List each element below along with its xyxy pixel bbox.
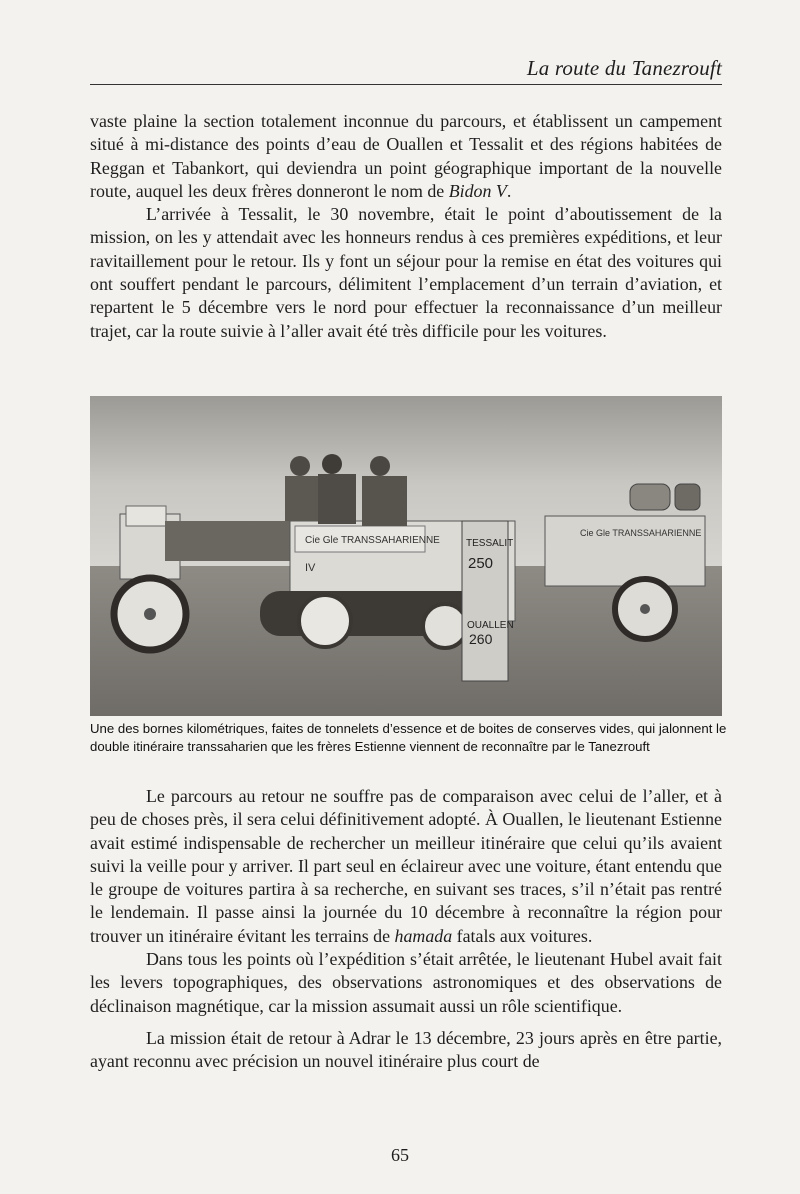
paragraph-3-start: Le parcours au retour ne souffre pas de comparaison avec celui de l’aller, et à peu de choses près, il sera celui définitivement adopté. À Ouallen, le lieutenant Estienne avait estimé indispensable de rechercher un meilleur itinéraire que celui qu’ils avaient suivi la veille pour y arriver. Il part seul en éclaireur avec une voiture, étant entendu que le groupe de voitures partira à sa recherche, en suivant ses traces, s’il n’était pas rentré le lendemain. Il passe ainsi la journée du 10 décembre à reconnaître la région pour trouver un itinéraire évitant les terrains de bbox=[90, 786, 722, 946]
paragraph-4: Dans tous les points où l’expédition s’était arrêtée, le lieutenant Hubel avait fait les levers topographiques, des observations astronomiques et des observations de déclinaison magnétique, car la mission assumait aussi un rôle scientifique. bbox=[90, 949, 722, 1016]
text-block-bottom bbox=[90, 785, 722, 1074]
distance-marker-post bbox=[462, 521, 514, 681]
running-header bbox=[90, 52, 722, 85]
page-number: 65 bbox=[391, 1145, 409, 1165]
paragraph-1-start: vaste plaine la section totalement inconnue du parcours, et établissent un campement situé à mi-distance des points d’eau de Ouallen et Tessalit et des régions habitées de Reggan et Tabankort, qui deviendra un point géographique important de la nouvelle route, auquel les deux frères donneront le nom de bbox=[90, 111, 722, 201]
text-block-top bbox=[90, 110, 722, 343]
place-name-emphasis: Bidon V bbox=[448, 180, 507, 201]
historical-photograph bbox=[90, 396, 722, 716]
marker-top-label: TESSALIT bbox=[466, 538, 514, 549]
marker-bottom-km: 260 bbox=[469, 631, 493, 647]
photo-caption: Une des bornes kilométriques, faites de tonnelets d’essence et de boites de conserves vides, qui jalonnent le double itinéraire transsaharien que les frères Estienne viennent de reconnaître par le Tanezrouft bbox=[90, 721, 727, 754]
paragraph-1-end: . bbox=[506, 180, 512, 201]
paragraph-5: La mission était de retour à Adrar le 13 décembre, 23 jours après en être partie, ayant reconnu avec précision un nouvel itinéraire plus court de bbox=[90, 1027, 722, 1072]
marker-top-km: 250 bbox=[468, 555, 494, 572]
paragraph-2: L’arrivée à Tessalit, le 30 novembre, était le point d’aboutissement de la mission, on les y attendait avec les honneurs rendus à ces premières expéditions, et leur ravitaillement pour le retour. Ils y font un séjour pour la remise en état des voitures qui ont souffert pendant le parcours, délimitent l’emplacement d’un terrain d’aviation, et repartent le 5 décembre vers le nord pour effectuer la reconnaissance d’un meilleur trajet, car la route suivie à l’aller avait été très difficile pour les voitures. bbox=[90, 204, 722, 341]
paragraph-3 bbox=[90, 785, 722, 948]
vehicle-number: IV bbox=[305, 562, 316, 574]
trailer-lettering: Cie Gle TRANSSAHARIENNE bbox=[580, 528, 702, 538]
vehicle-lettering: Cie Gle TRANSSAHARIENNE bbox=[305, 535, 440, 546]
running-title: La route du Tanezrouft bbox=[526, 56, 722, 80]
term-emphasis: hamada bbox=[394, 925, 453, 946]
paragraph-1 bbox=[90, 110, 722, 203]
paragraph-3-end: fatals aux voitures. bbox=[452, 925, 593, 946]
marker-bottom-label: OUALLEN bbox=[467, 620, 514, 631]
